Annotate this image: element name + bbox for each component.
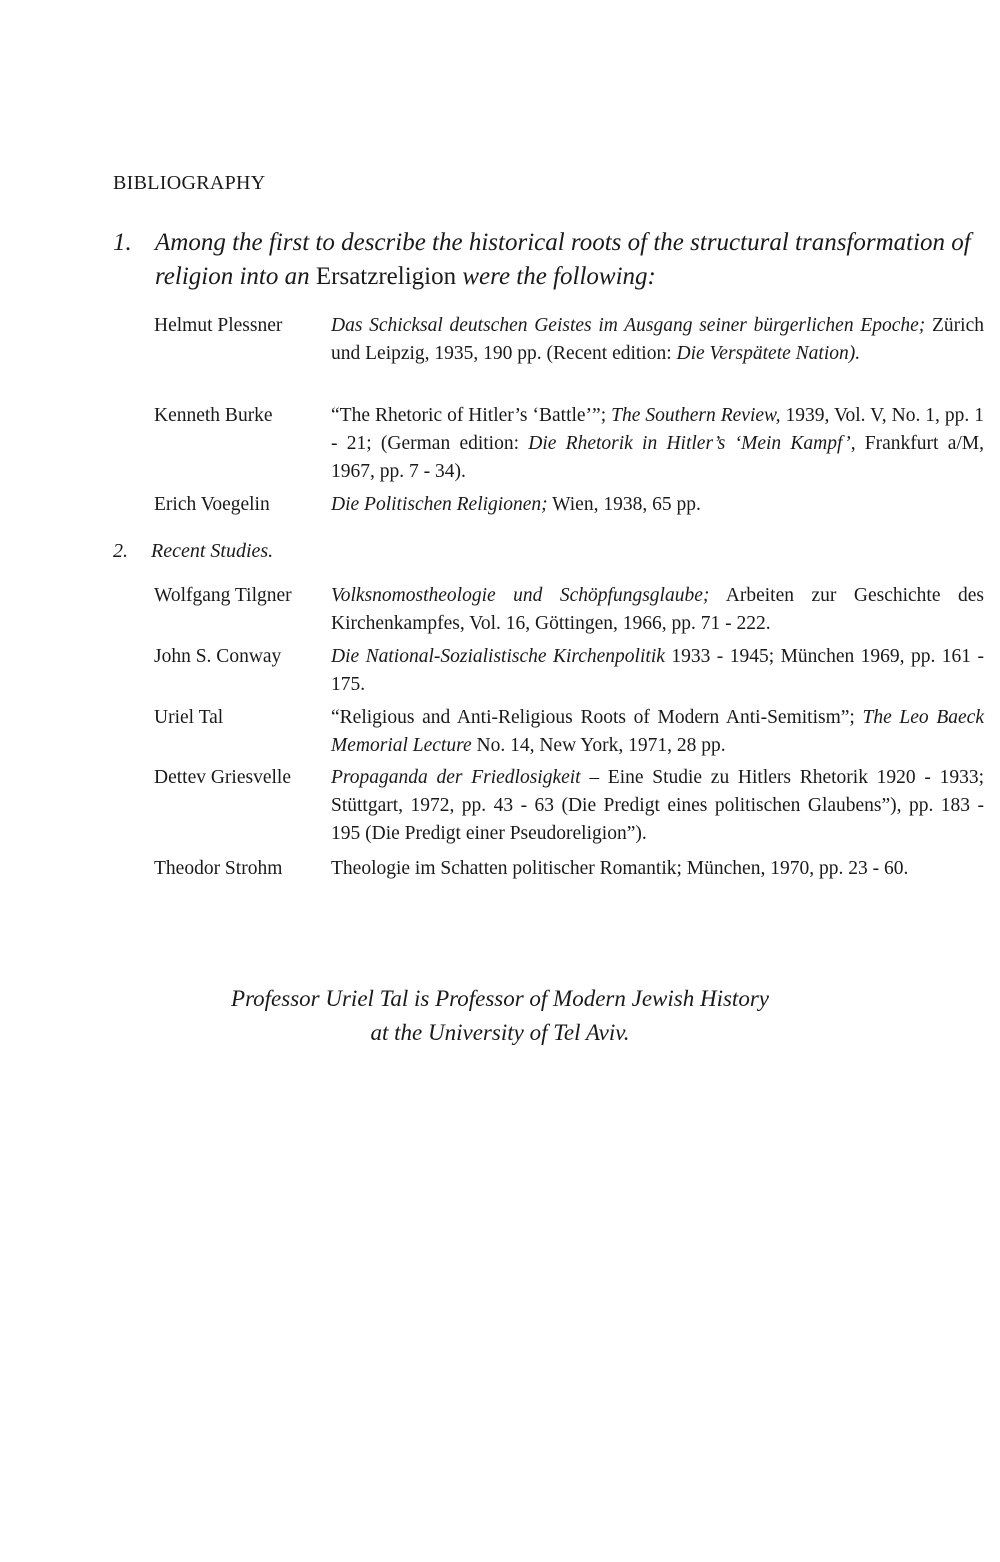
- entry-author: Wolfgang Tilgner: [154, 585, 292, 606]
- intro-text-b: were the following:: [456, 263, 656, 290]
- entry-title: Das Schicksal deutschen Geistes im Ausgang seiner bürgerlichen Epoche;: [331, 315, 926, 336]
- entry-author: Dettev Griesvelle: [154, 767, 291, 788]
- entry-title: Die National-Sozialistische Kirchenpolitik: [331, 646, 665, 667]
- entry-author: Theodor Strohm: [154, 858, 283, 879]
- entry-title-secondary: Die Verspätete Nation).: [676, 343, 861, 364]
- entry-author: Erich Voegelin: [154, 494, 270, 515]
- entry-author: Uriel Tal: [154, 707, 224, 728]
- section-title: Recent Studies.: [151, 540, 274, 562]
- bibliography-entry: [154, 764, 984, 848]
- entry-details-secondary: 1939, Vol. V, No. 1, pp. 1 - 21; (German edition:: [331, 405, 985, 454]
- bibliography-entry: [154, 402, 984, 486]
- entry-details: – Eine Studie zu Hitlers Rhetorik 1920 - 1933; Stüttgart, 1972, pp. 43 - 63 (Die Predigt eines politischen Glaubens”), pp. 183 - 195 (Die Predigt einer Pseudoreligion”).: [331, 767, 985, 844]
- entry-details: “Religious and Anti-Religious Roots of Modern Anti-Semitism”;: [331, 707, 863, 728]
- entry-author: Helmut Plessner: [154, 315, 283, 336]
- section-2-heading: [113, 540, 273, 563]
- author-note-line: Professor Uriel Tal is Professor of Modern Jewish History: [231, 986, 769, 1011]
- bibliography-entry: [154, 491, 984, 519]
- entry-title-secondary: The Southern Review,: [611, 405, 781, 426]
- entry-details: Zürich und Leipzig, 1935, 190 pp. (Recent edition:: [331, 315, 984, 364]
- entry-details: Arbeiten zur Geschichte des Kirchenkampfes, Vol. 16, Göttingen, 1966, pp. 71 - 222.: [331, 585, 984, 634]
- entry-details: Wien, 1938, 65 pp.: [547, 494, 701, 515]
- bibliography-entry: [154, 643, 984, 699]
- entry-author: Kenneth Burke: [154, 405, 273, 426]
- entry-details: Theologie im Schatten politischer Romantik; München, 1970, pp. 23 - 60.: [331, 858, 909, 879]
- intro-text-a: Among the first to describe the historical roots of the structural transformation of religion into an: [155, 229, 971, 290]
- author-note-line: at the University of Tel Aviv.: [370, 1020, 630, 1045]
- entry-title-secondary: The Leo Baeck Memorial Lecture: [331, 707, 984, 756]
- entry-details: 1933 - 1945; München 1969, pp. 161 - 175.: [331, 646, 984, 695]
- entry-author: John S. Conway: [154, 646, 282, 667]
- entry-title: Die Politischen Religionen;: [331, 494, 548, 515]
- bibliography-entry: [154, 312, 984, 368]
- entry-title-tertiary: Die Rhetorik in Hitler’s ‘Mein Kampf’: [528, 433, 851, 454]
- entry-details: “The Rhetoric of Hitler’s ‘Battle’”;: [331, 405, 612, 426]
- section-number: 1.: [113, 229, 132, 256]
- bibliography-entry: [154, 704, 984, 760]
- author-note: [0, 982, 1000, 1050]
- entry-title: Volksnomostheologie und Schöpfungsglaube;: [331, 585, 710, 606]
- section-1-intro: [113, 226, 983, 294]
- entry-details-secondary: No. 14, New York, 1971, 28 pp.: [471, 735, 726, 756]
- bibliography-entry: [154, 582, 984, 638]
- page-heading: BIBLIOGRAPHY: [113, 172, 266, 194]
- entry-title: Propaganda der Friedlosigkeit: [331, 767, 581, 788]
- bibliography-entry: [154, 855, 984, 883]
- section-number: 2.: [113, 540, 128, 562]
- entry-details-tertiary: , Frankfurt a/M, 1967, pp. 7 - 34).: [331, 433, 984, 482]
- intro-term: Ersatzreligion: [315, 263, 457, 290]
